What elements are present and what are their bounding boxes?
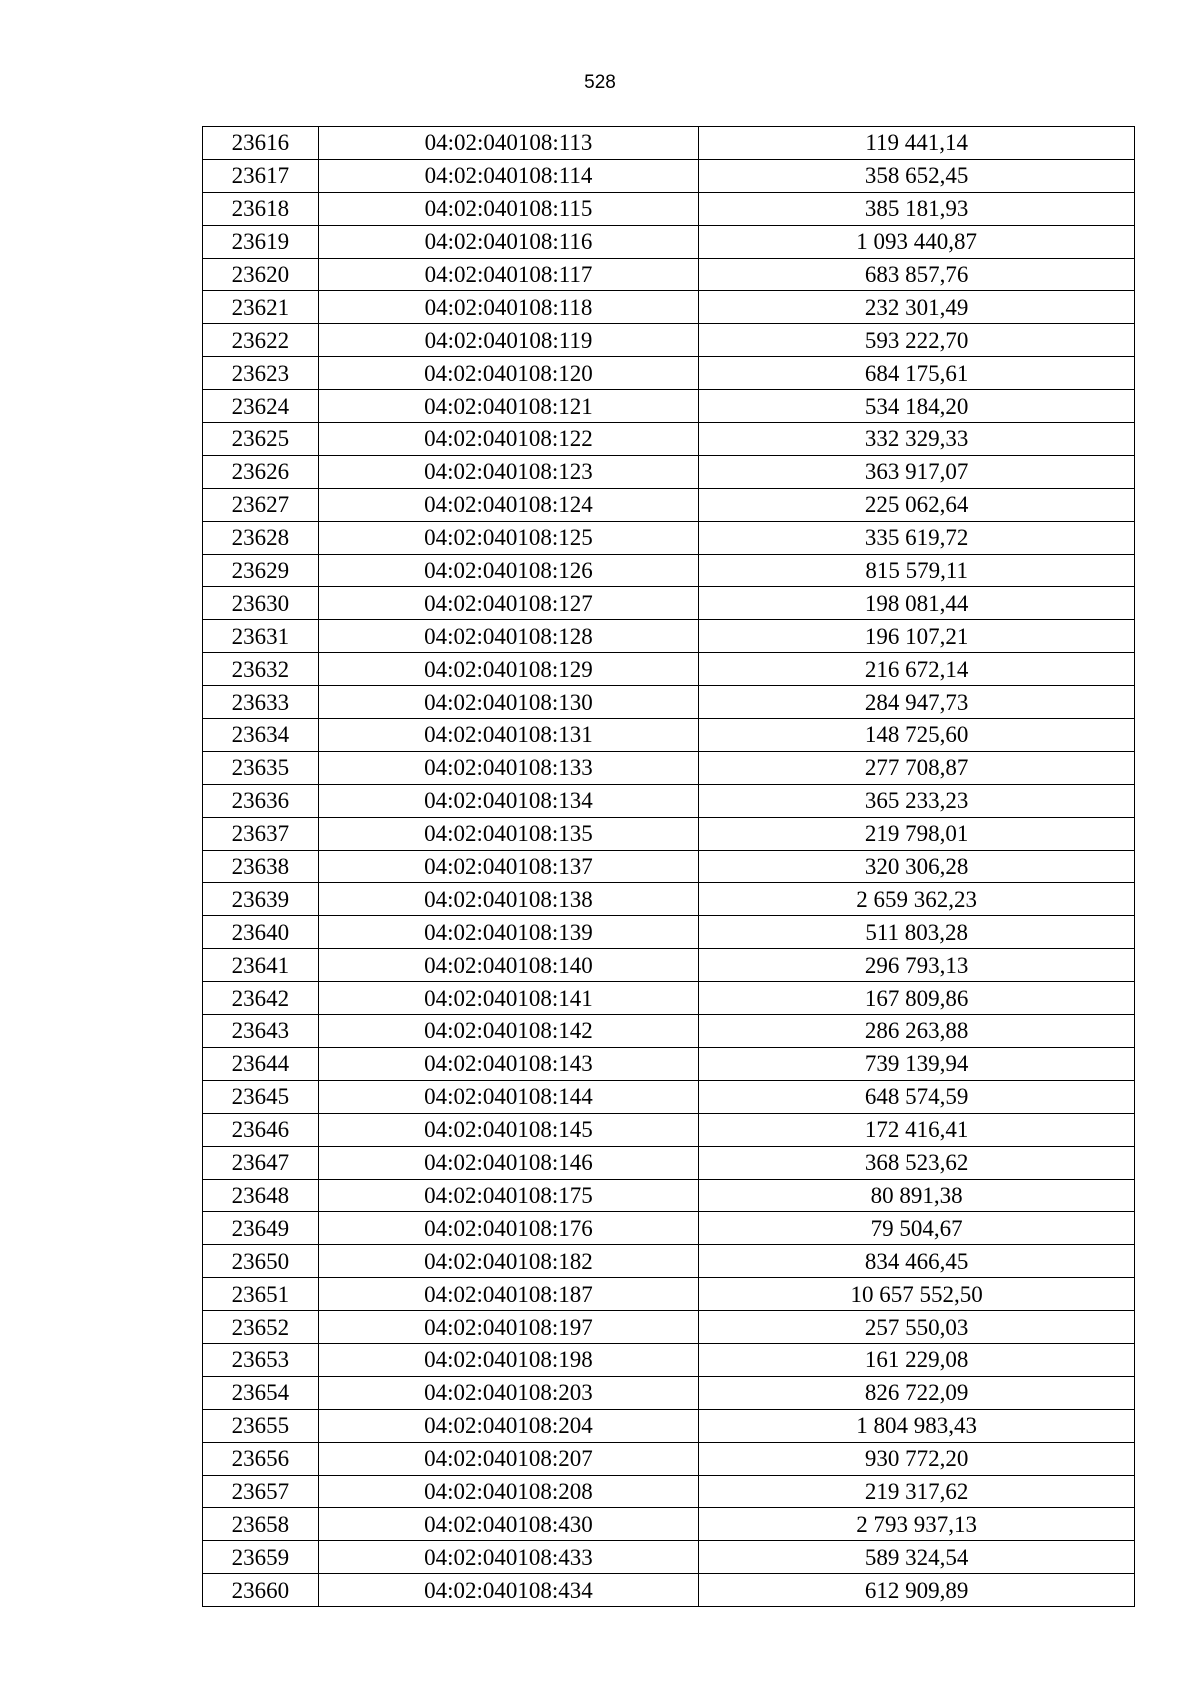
table-row [203,1245,1135,1278]
row-number-cell: 23631 [203,620,319,653]
cadastral-number-cell: 04:02:040108:434 [318,1574,699,1607]
table-row [203,192,1135,225]
cadastral-value-cell: 683 857,76 [699,258,1135,291]
table-row [203,1343,1135,1376]
row-number-cell: 23627 [203,488,319,521]
row-number-cell: 23623 [203,357,319,390]
row-number-cell: 23618 [203,192,319,225]
cadastral-number-cell: 04:02:040108:118 [318,291,699,324]
row-number-cell: 23660 [203,1574,319,1607]
row-number-cell: 23656 [203,1442,319,1475]
cadastral-value-cell: 10 657 552,50 [699,1278,1135,1311]
table-row [203,587,1135,620]
cadastral-number-cell: 04:02:040108:430 [318,1508,699,1541]
table-row [203,390,1135,423]
table-row [203,1047,1135,1080]
cadastral-value-cell: 363 917,07 [699,455,1135,488]
row-number-cell: 23648 [203,1179,319,1212]
row-number-cell: 23620 [203,258,319,291]
row-number-cell: 23657 [203,1475,319,1508]
cadastral-number-cell: 04:02:040108:128 [318,620,699,653]
cadastral-number-cell: 04:02:040108:117 [318,258,699,291]
table-row [203,423,1135,456]
cadastral-number-cell: 04:02:040108:142 [318,1015,699,1048]
cadastral-value-cell: 648 574,59 [699,1080,1135,1113]
cadastral-number-cell: 04:02:040108:144 [318,1080,699,1113]
cadastral-number-cell: 04:02:040108:129 [318,653,699,686]
cadastral-value-cell: 593 222,70 [699,324,1135,357]
cadastral-number-cell: 04:02:040108:138 [318,883,699,916]
cadastral-value-cell: 320 306,28 [699,850,1135,883]
cadastral-number-cell: 04:02:040108:176 [318,1212,699,1245]
table-row [203,291,1135,324]
cadastral-value-cell: 286 263,88 [699,1015,1135,1048]
table-row [203,1278,1135,1311]
page-number: 528 [584,72,616,93]
cadastral-value-cell: 534 184,20 [699,390,1135,423]
row-number-cell: 23641 [203,949,319,982]
table-row [203,1574,1135,1607]
table-row [203,1311,1135,1344]
table-row [203,1475,1135,1508]
cadastral-value-cell: 2 793 937,13 [699,1508,1135,1541]
cadastral-number-cell: 04:02:040108:143 [318,1047,699,1080]
cadastral-value-cell: 589 324,54 [699,1541,1135,1574]
table-row [203,1442,1135,1475]
cadastral-value-cell: 332 329,33 [699,423,1135,456]
cadastral-number-cell: 04:02:040108:141 [318,982,699,1015]
table-row [203,455,1135,488]
table-row [203,1080,1135,1113]
table-row [203,1015,1135,1048]
cadastral-value-cell: 79 504,67 [699,1212,1135,1245]
cadastral-value-cell: 167 809,86 [699,982,1135,1015]
cadastral-number-cell: 04:02:040108:135 [318,817,699,850]
row-number-cell: 23634 [203,719,319,752]
cadastral-value-cell: 219 317,62 [699,1475,1135,1508]
row-number-cell: 23629 [203,554,319,587]
table-row [203,1409,1135,1442]
row-number-cell: 23630 [203,587,319,620]
table-row [203,225,1135,258]
cadastral-number-cell: 04:02:040108:182 [318,1245,699,1278]
table-row [203,324,1135,357]
row-number-cell: 23654 [203,1376,319,1409]
row-number-cell: 23617 [203,159,319,192]
cadastral-value-cell: 198 081,44 [699,587,1135,620]
row-number-cell: 23649 [203,1212,319,1245]
row-number-cell: 23636 [203,784,319,817]
cadastral-value-cell: 834 466,45 [699,1245,1135,1278]
cadastral-number-cell: 04:02:040108:120 [318,357,699,390]
cadastral-number-cell: 04:02:040108:145 [318,1113,699,1146]
cadastral-number-cell: 04:02:040108:187 [318,1278,699,1311]
table-row [203,686,1135,719]
table-row [203,488,1135,521]
cadastral-value-cell: 2 659 362,23 [699,883,1135,916]
row-number-cell: 23655 [203,1409,319,1442]
row-number-cell: 23646 [203,1113,319,1146]
row-number-cell: 23624 [203,390,319,423]
row-number-cell: 23639 [203,883,319,916]
row-number-cell: 23645 [203,1080,319,1113]
cadastral-value-cell: 225 062,64 [699,488,1135,521]
cadastral-value-cell: 172 416,41 [699,1113,1135,1146]
cadastral-number-cell: 04:02:040108:124 [318,488,699,521]
table-row [203,883,1135,916]
cadastral-value-cell: 196 107,21 [699,620,1135,653]
cadastral-value-cell: 365 233,23 [699,784,1135,817]
table-row [203,719,1135,752]
cadastral-value-cell: 368 523,62 [699,1146,1135,1179]
cadastral-value-cell: 1 093 440,87 [699,225,1135,258]
table-row [203,554,1135,587]
row-number-cell: 23650 [203,1245,319,1278]
cadastral-value-cell: 739 139,94 [699,1047,1135,1080]
table-row [203,620,1135,653]
cadastral-number-cell: 04:02:040108:121 [318,390,699,423]
cadastral-value-table [202,126,1135,1607]
cadastral-number-cell: 04:02:040108:126 [318,554,699,587]
row-number-cell: 23616 [203,127,319,160]
cadastral-value-cell: 284 947,73 [699,686,1135,719]
row-number-cell: 23658 [203,1508,319,1541]
cadastral-number-cell: 04:02:040108:115 [318,192,699,225]
row-number-cell: 23638 [203,850,319,883]
table-row [203,949,1135,982]
table-row [203,258,1135,291]
row-number-cell: 23640 [203,916,319,949]
cadastral-value-cell: 296 793,13 [699,949,1135,982]
cadastral-value-cell: 815 579,11 [699,554,1135,587]
cadastral-number-cell: 04:02:040108:114 [318,159,699,192]
table-row [203,751,1135,784]
cadastral-number-cell: 04:02:040108:204 [318,1409,699,1442]
cadastral-value-cell: 216 672,14 [699,653,1135,686]
table-row [203,357,1135,390]
cadastral-value-cell: 826 722,09 [699,1376,1135,1409]
cadastral-number-cell: 04:02:040108:125 [318,521,699,554]
cadastral-number-cell: 04:02:040108:207 [318,1442,699,1475]
row-number-cell: 23619 [203,225,319,258]
cadastral-number-cell: 04:02:040108:127 [318,587,699,620]
table-row [203,127,1135,160]
cadastral-number-cell: 04:02:040108:123 [318,455,699,488]
row-number-cell: 23642 [203,982,319,1015]
cadastral-value-cell: 148 725,60 [699,719,1135,752]
cadastral-value-cell: 930 772,20 [699,1442,1135,1475]
row-number-cell: 23635 [203,751,319,784]
table-row [203,1212,1135,1245]
cadastral-value-cell: 219 798,01 [699,817,1135,850]
cadastral-value-cell: 161 229,08 [699,1343,1135,1376]
cadastral-number-cell: 04:02:040108:137 [318,850,699,883]
cadastral-number-cell: 04:02:040108:119 [318,324,699,357]
table-row [203,1179,1135,1212]
cadastral-number-cell: 04:02:040108:208 [318,1475,699,1508]
cadastral-number-cell: 04:02:040108:122 [318,423,699,456]
cadastral-value-cell: 119 441,14 [699,127,1135,160]
cadastral-value-cell: 385 181,93 [699,192,1135,225]
row-number-cell: 23625 [203,423,319,456]
cadastral-value-cell: 358 652,45 [699,159,1135,192]
cadastral-value-cell: 612 909,89 [699,1574,1135,1607]
cadastral-value-cell: 257 550,03 [699,1311,1135,1344]
row-number-cell: 23637 [203,817,319,850]
row-number-cell: 23643 [203,1015,319,1048]
cadastral-number-cell: 04:02:040108:130 [318,686,699,719]
cadastral-number-cell: 04:02:040108:140 [318,949,699,982]
cadastral-number-cell: 04:02:040108:134 [318,784,699,817]
table-row [203,982,1135,1015]
cadastral-value-cell: 684 175,61 [699,357,1135,390]
row-number-cell: 23659 [203,1541,319,1574]
row-number-cell: 23652 [203,1311,319,1344]
cadastral-number-cell: 04:02:040108:433 [318,1541,699,1574]
cadastral-number-cell: 04:02:040108:175 [318,1179,699,1212]
row-number-cell: 23628 [203,521,319,554]
table-row [203,1146,1135,1179]
cadastral-number-cell: 04:02:040108:146 [318,1146,699,1179]
cadastral-value-cell: 335 619,72 [699,521,1135,554]
cadastral-value-cell: 511 803,28 [699,916,1135,949]
cadastral-number-cell: 04:02:040108:113 [318,127,699,160]
cadastral-number-cell: 04:02:040108:198 [318,1343,699,1376]
table-row [203,1376,1135,1409]
row-number-cell: 23632 [203,653,319,686]
table-row [203,850,1135,883]
row-number-cell: 23653 [203,1343,319,1376]
row-number-cell: 23622 [203,324,319,357]
cadastral-value-cell: 1 804 983,43 [699,1409,1135,1442]
table-row [203,817,1135,850]
cadastral-number-cell: 04:02:040108:203 [318,1376,699,1409]
row-number-cell: 23644 [203,1047,319,1080]
table-row [203,784,1135,817]
table-row [203,1508,1135,1541]
cadastral-number-cell: 04:02:040108:133 [318,751,699,784]
cadastral-number-cell: 04:02:040108:197 [318,1311,699,1344]
row-number-cell: 23651 [203,1278,319,1311]
cadastral-number-cell: 04:02:040108:116 [318,225,699,258]
row-number-cell: 23633 [203,686,319,719]
cadastral-number-cell: 04:02:040108:131 [318,719,699,752]
cadastral-value-cell: 232 301,49 [699,291,1135,324]
table-row [203,653,1135,686]
row-number-cell: 23647 [203,1146,319,1179]
cadastral-value-cell: 277 708,87 [699,751,1135,784]
cadastral-number-cell: 04:02:040108:139 [318,916,699,949]
table-body [203,127,1135,1607]
table-row [203,159,1135,192]
row-number-cell: 23626 [203,455,319,488]
table-row [203,916,1135,949]
table-row [203,1541,1135,1574]
table-row [203,521,1135,554]
table-row [203,1113,1135,1146]
row-number-cell: 23621 [203,291,319,324]
cadastral-value-cell: 80 891,38 [699,1179,1135,1212]
